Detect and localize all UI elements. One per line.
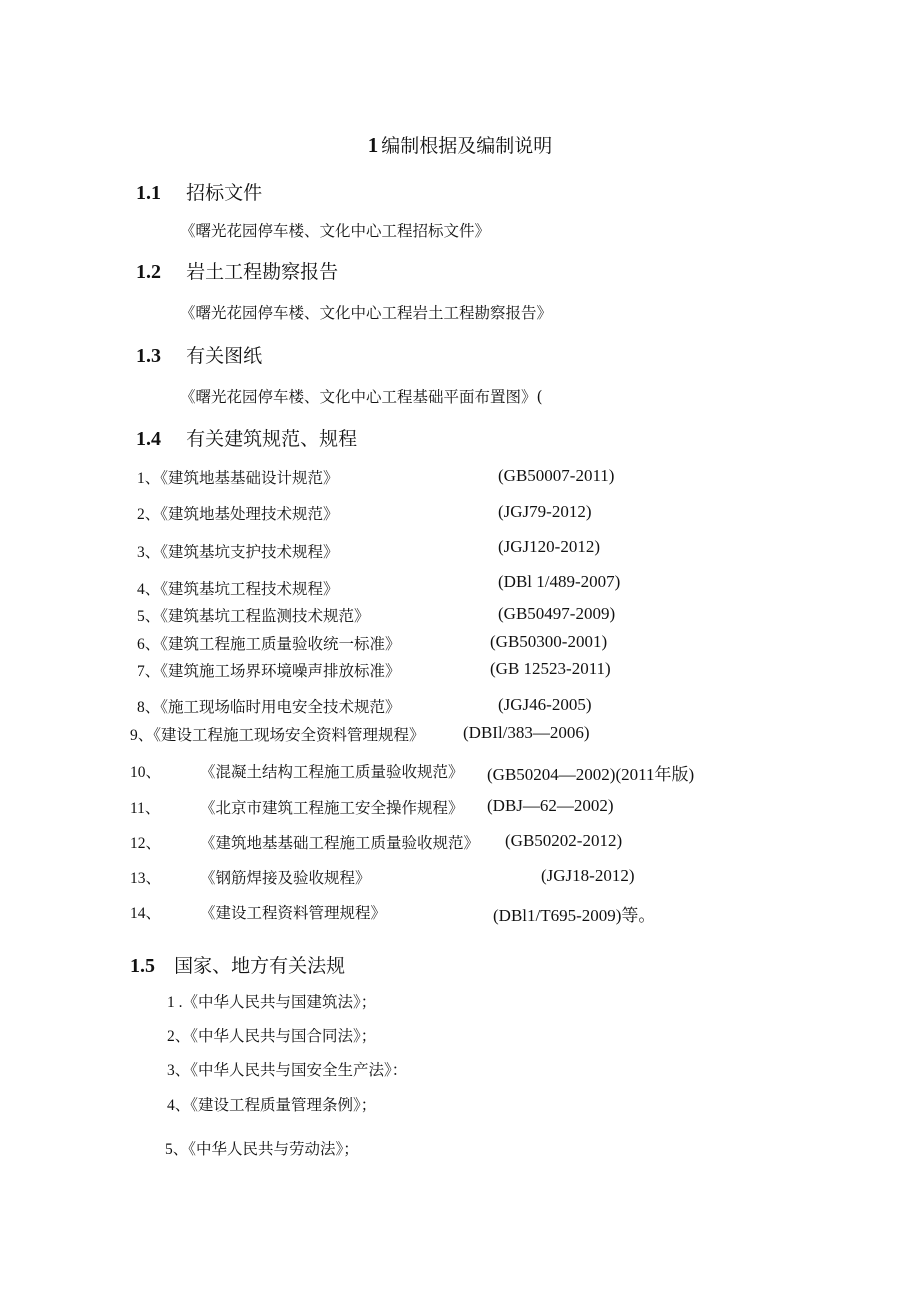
- standard-item-name: 《建设工程资料管理规程》: [200, 904, 387, 922]
- standard-item-name: 9、《建设工程施工现场安全资料管理规程》: [130, 726, 425, 744]
- standard-item-code: (DBIl/383—2006): [463, 723, 590, 742]
- section-1-3-line: 《曙光花园停车楼、文化中心工程基础平面布置图》(: [180, 388, 543, 406]
- standard-item-name: 《建筑地基基础工程施工质量验收规范》: [200, 834, 480, 852]
- section-title: 有关建筑规范、规程: [186, 428, 358, 450]
- standard-item-code: (DBl 1/489-2007): [498, 572, 621, 591]
- section-title: 国家、地方有关法规: [174, 955, 346, 977]
- standard-item-index: 11、: [130, 800, 161, 817]
- law-item: 3、《中华人民共与国安全生产法》：: [167, 1061, 408, 1079]
- standard-item-code: (GB50007-2011): [498, 466, 615, 485]
- standard-item-code: (DBl1/T695-2009)等。: [493, 906, 656, 925]
- section-1-4-heading: [136, 424, 357, 451]
- standard-item-code: (GB 12523-2011): [490, 659, 611, 678]
- section-number: 1.4: [136, 428, 161, 450]
- standard-item-name: 1、《建筑地基基础设计规范》: [137, 469, 339, 487]
- standard-item-name: 2、《建筑地基处理技术规范》: [137, 505, 339, 523]
- standard-item-index: 14、: [130, 905, 162, 922]
- law-item: 1 .《中华人民共与国建筑法》；: [167, 993, 377, 1011]
- standard-item-code: (JGJ120-2012): [498, 537, 600, 556]
- standard-item-name: 5、《建筑基坑工程监测技术规范》: [137, 607, 370, 625]
- title-number: 1: [367, 133, 379, 157]
- section-1-1-heading: [136, 178, 262, 205]
- section-title: 招标文件: [186, 182, 263, 204]
- standard-item-code: (JGJ18-2012): [541, 866, 635, 885]
- standard-item-code: (DBJ—62—2002): [487, 796, 614, 815]
- standard-item-name: 4、《建筑基坑工程技术规程》: [137, 580, 339, 598]
- standard-item-code: (GB50497-2009): [498, 604, 616, 623]
- section-title: 有关图纸: [186, 345, 263, 367]
- standard-item-code: (GB50204—2002)(2011年版): [487, 765, 695, 784]
- standard-item-index: 10、: [130, 764, 162, 781]
- law-item: 2、《中华人民共与国合同法》；: [167, 1027, 377, 1045]
- section-number: 1.1: [136, 182, 161, 204]
- standard-item-name: 《混凝土结构工程施工质量验收规范》: [200, 763, 464, 781]
- standard-item-code: (JGJ46-2005): [498, 695, 592, 714]
- section-1-2-line: 《曙光花园停车楼、文化中心工程岩土工程勘察报告》: [180, 304, 553, 322]
- section-1-3-heading: [136, 341, 262, 368]
- standard-item-name: 7、《建筑施工场界环境噪声排放标准》: [137, 662, 401, 680]
- section-1-2-heading: [136, 257, 338, 284]
- section-number: 1.3: [136, 345, 161, 367]
- standard-item-name: 《钢筋焊接及验收规程》: [200, 869, 371, 887]
- standard-item-name: 3、《建筑基坑支护技术规程》: [137, 543, 339, 561]
- section-1-5-heading: [130, 951, 345, 978]
- section-number: 1.2: [136, 261, 161, 283]
- title-text: 编制根据及编制说明: [381, 135, 553, 157]
- document-title: [0, 131, 920, 158]
- law-item: 5、《中华人民共与劳动法》；: [165, 1140, 359, 1158]
- section-title: 岩土工程勘察报告: [186, 261, 339, 283]
- standard-item-code: (JGJ79-2012): [498, 502, 592, 521]
- standard-item-name: 6、《建筑工程施工质量验收统一标准》: [137, 635, 401, 653]
- standard-item-index: 13、: [130, 870, 162, 887]
- standard-item-code: (GB50202-2012): [505, 831, 623, 850]
- standard-item-name: 8、《施工现场临时用电安全技术规范》: [137, 698, 401, 716]
- standard-item-name: 《北京市建筑工程施工安全操作规程》: [200, 799, 464, 817]
- section-1-1-line: 《曙光花园停车楼、文化中心工程招标文件》: [180, 222, 491, 240]
- standard-item-code: (GB50300-2001): [490, 632, 608, 651]
- standard-item-index: 12、: [130, 835, 162, 852]
- section-number: 1.5: [130, 955, 155, 977]
- law-item: 4、《建设工程质量管理条例》；: [167, 1096, 377, 1114]
